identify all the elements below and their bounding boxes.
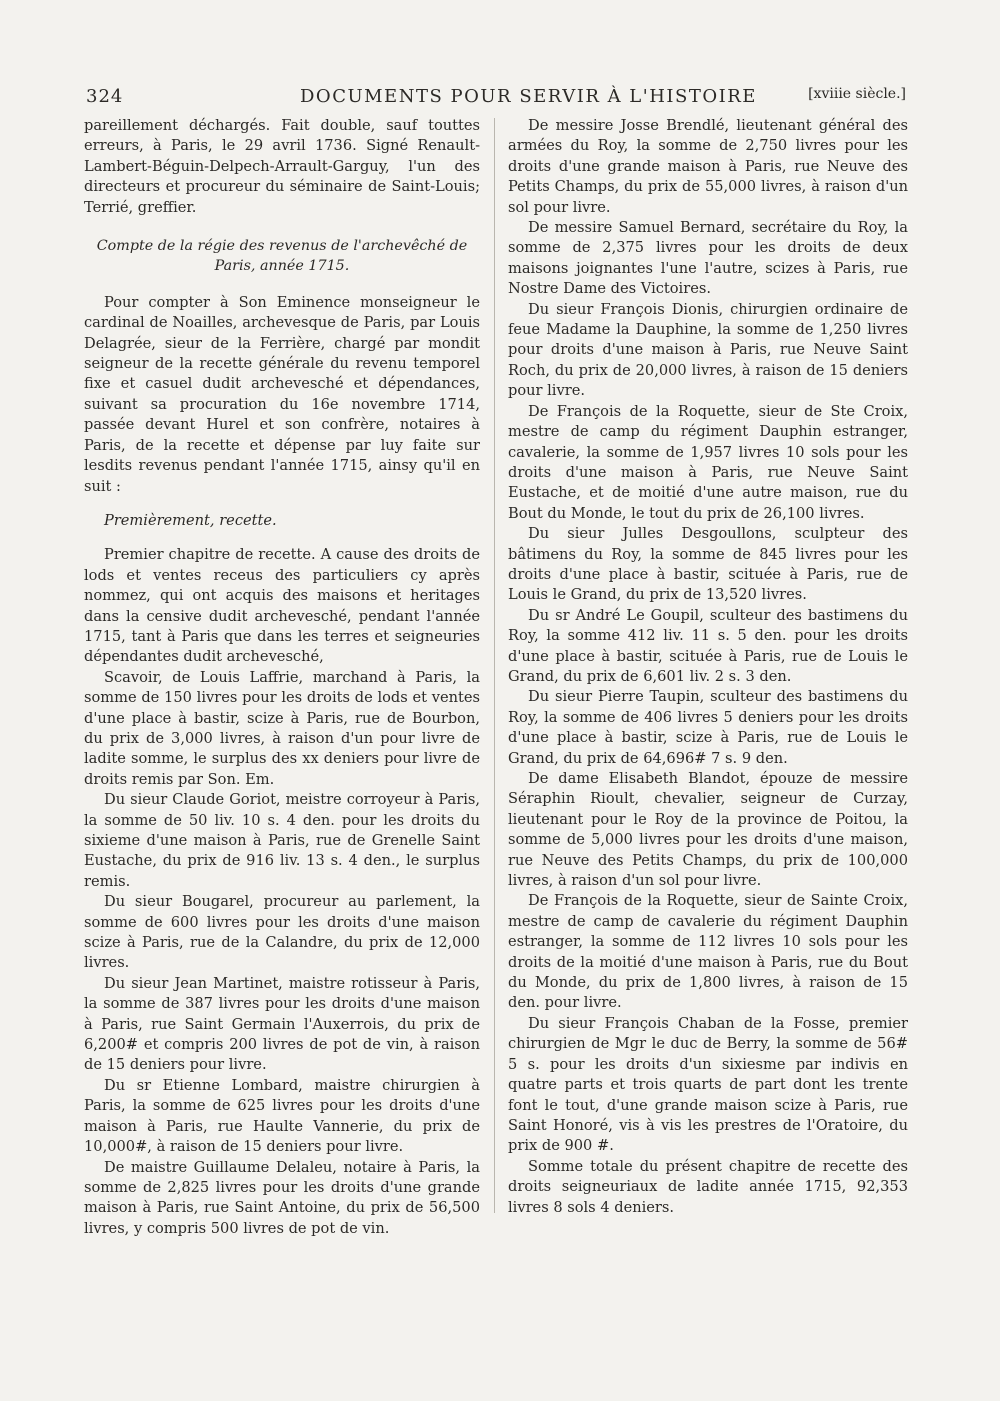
paragraph: De François de la Roquette, sieur de Ste Croix, mestre de camp du régiment Dauphin estranger, cavalerie, la somme de 1,957 livres 10 sols pour les droits d'une maison à Paris, rue Neuve Saint Eustache, et de moitié d'une autre maison, rue du Bout du Monde, le tout du prix de 26,100 livres. [508,402,908,522]
paragraph: Du sieur François Chaban de la Fosse, premier chirurgien de Mgr le duc de Berry, la somme de 56# 5 s. pour les droits d'un sixiesme par indivis en quatre parts et trois quarts de part dont les trente font le tout, d'une grande maison scize à Paris, rue Saint Honoré, vis à vis les prestres de l'Oratoire, du prix de 900 #. [508,1014,908,1155]
paragraph: pareillement déchargés. Fait double, sauf touttes erreurs, à Paris, le 29 avril 1736. Signé Renault-Lambert-Béguin-Delpech-Arrault-Garguy, l'un des directeurs et procureur du séminaire de Saint-Louis; Terrié, greffier. [84,117,480,216]
paragraph: Scavoir, de Louis Laffrie, marchand à Paris, la somme de 150 livres pour les droits de lods et ventes d'une place à bastir, scize à Paris, rue de Bourbon, du prix de 3,000 livres, à raison d'un pour livre de ladite somme, le surplus des xx deniers pour livre de droits remis par Son. Em. [84,668,480,788]
paragraph: Du sr André Le Goupil, sculteur des bastimens du Roy, la somme 412 liv. 11 s. 5 den. pour les droits d'une place à bastir, scituée à Paris, rue de Louis le Grand, du prix de 6,601 liv. 2 s. 3 den. [508,606,908,685]
page-number: 324 [86,86,124,107]
century-label: [xviiie siècle.] [808,86,906,102]
section-heading: Compte de la régie des revenus de l'archevêché de Paris, année 1715. [96,238,468,275]
paragraph: Du sr Etienne Lombard, maistre chirurgien à Paris, la somme de 625 livres pour les droits d'une maison à Paris, rue Haulte Vannerie, du prix de 10,000#, à raison de 15 deniers pour livre. [84,1076,480,1156]
paragraph: De François de la Roquette, sieur de Sainte Croix, mestre de camp de cavalerie du régiment Dauphin estranger, la somme de 112 livres 10 sols pour les droits de la moitié d'une maison à Paris, rue du Bout du Monde, du prix de 1,800 livres, à raison de 15 den. pour livre. [508,892,908,1012]
running-header [86,86,906,110]
paragraph: Premier chapitre de recette. A cause des droits de lods et ventes receus des particuliers cy après nommez, qui ont acquis des maisons et heritages dans la censive dudit archevesché, pendant l'année 1715, tant à Paris que dans les terres et seigneuries dépendantes dudit archevesché, [84,546,480,666]
paragraph: De dame Elisabeth Blandot, épouze de messire Séraphin Rioult, chevalier, seigneur de Curzay, lieutenant pour le Roy de la province de Poitou, la somme de 5,000 livres pour les droits d'une maison, rue Neuve des Petits Champs, du prix de 100,000 livres, à raison d'un sol pour livre. [508,770,908,890]
paragraph: Du sieur Julles Desgoullons, sculpteur des bâtimens du Roy, la somme de 845 livres pour les droits d'une place à bastir, scituée à Paris, rue de Louis le Grand, du prix de 13,520 livres. [508,525,908,604]
left-column [84,116,480,1239]
paragraph: De maistre Guillaume Delaleu, notaire à Paris, la somme de 2,825 livres pour les droits d'une grande maison à Paris, rue Saint Antoine, du prix de 56,500 livres, y compris 500 livres de pot de vin. [84,1158,480,1237]
subheading: Premièrement, recette. [104,511,277,529]
paragraph: De messire Samuel Bernard, secrétaire du Roy, la somme de 2,375 livres pour les droits de deux maisons joignantes l'une l'autre, scizes à Paris, rue Nostre Dame des Victoires. [508,219,908,298]
paragraph: Pour compter à Son Eminence monseigneur le cardinal de Noailles, archevesque de Paris, par Louis Delagrée, sieur de la Ferrière, chargé par mondit seigneur de la recette générale du revenu temporel fixe et casuel dudit archevesché et dépendances, suivant sa procuration du 16e novembre 1714, passée devant Hurel et son confrère, notaires à Paris, de la recette et dépense par luy faite sur lesdits revenus pendant l'année 1715, ainsy qu'il en suit : [84,293,480,495]
running-title: DOCUMENTS POUR SERVIR À L'HISTOIRE [300,86,757,107]
column-divider [494,118,495,1213]
paragraph: Somme totale du présent chapitre de recette des droits seigneuriaux de ladite année 1715, 92,353 livres 8 sols 4 deniers. [508,1157,908,1216]
right-column [508,116,908,1218]
paragraph: Du sieur François Dionis, chirurgien ordinaire de feue Madame la Dauphine, la somme de 1,250 livres pour droits d'une maison à Paris, rue Neuve Saint Roch, du prix de 20,000 livres, à raison de 15 deniers pour livre. [508,300,908,400]
paragraph: De messire Josse Brendlé, lieutenant général des armées du Roy, la somme de 2,750 livres pour les droits d'une grande maison à Paris, rue Neuve des Petits Champs, du prix de 55,000 livres, à raison d'un sol pour livre. [508,117,908,216]
paragraph: Du sieur Jean Martinet, maistre rotisseur à Paris, la somme de 387 livres pour les droits d'une maison à Paris, rue Saint Germain l'Auxerrois, du prix de 6,200# et compris 200 livres de pot de vin, à raison de 15 deniers pour livre. [84,974,480,1074]
paragraph: Du sieur Bougarel, procureur au parlement, la somme de 600 livres pour les droits d'une maison scize à Paris, rue de la Calandre, du prix de 12,000 livres. [84,893,480,972]
paragraph: Du sieur Claude Goriot, meistre corroyeur à Paris, la somme de 50 liv. 10 s. 4 den. pour les droits du sixieme d'une maison à Paris, rue de Grenelle Saint Eustache, du prix de 916 liv. 13 s. 4 den., le surplus remis. [84,791,480,890]
paragraph: Du sieur Pierre Taupin, sculteur des bastimens du Roy, la somme de 406 livres 5 deniers pour les droits d'une place à bastir, scize à Paris, rue de Louis le Grand, du prix de 64,696# 7 s. 9 den. [508,688,908,767]
